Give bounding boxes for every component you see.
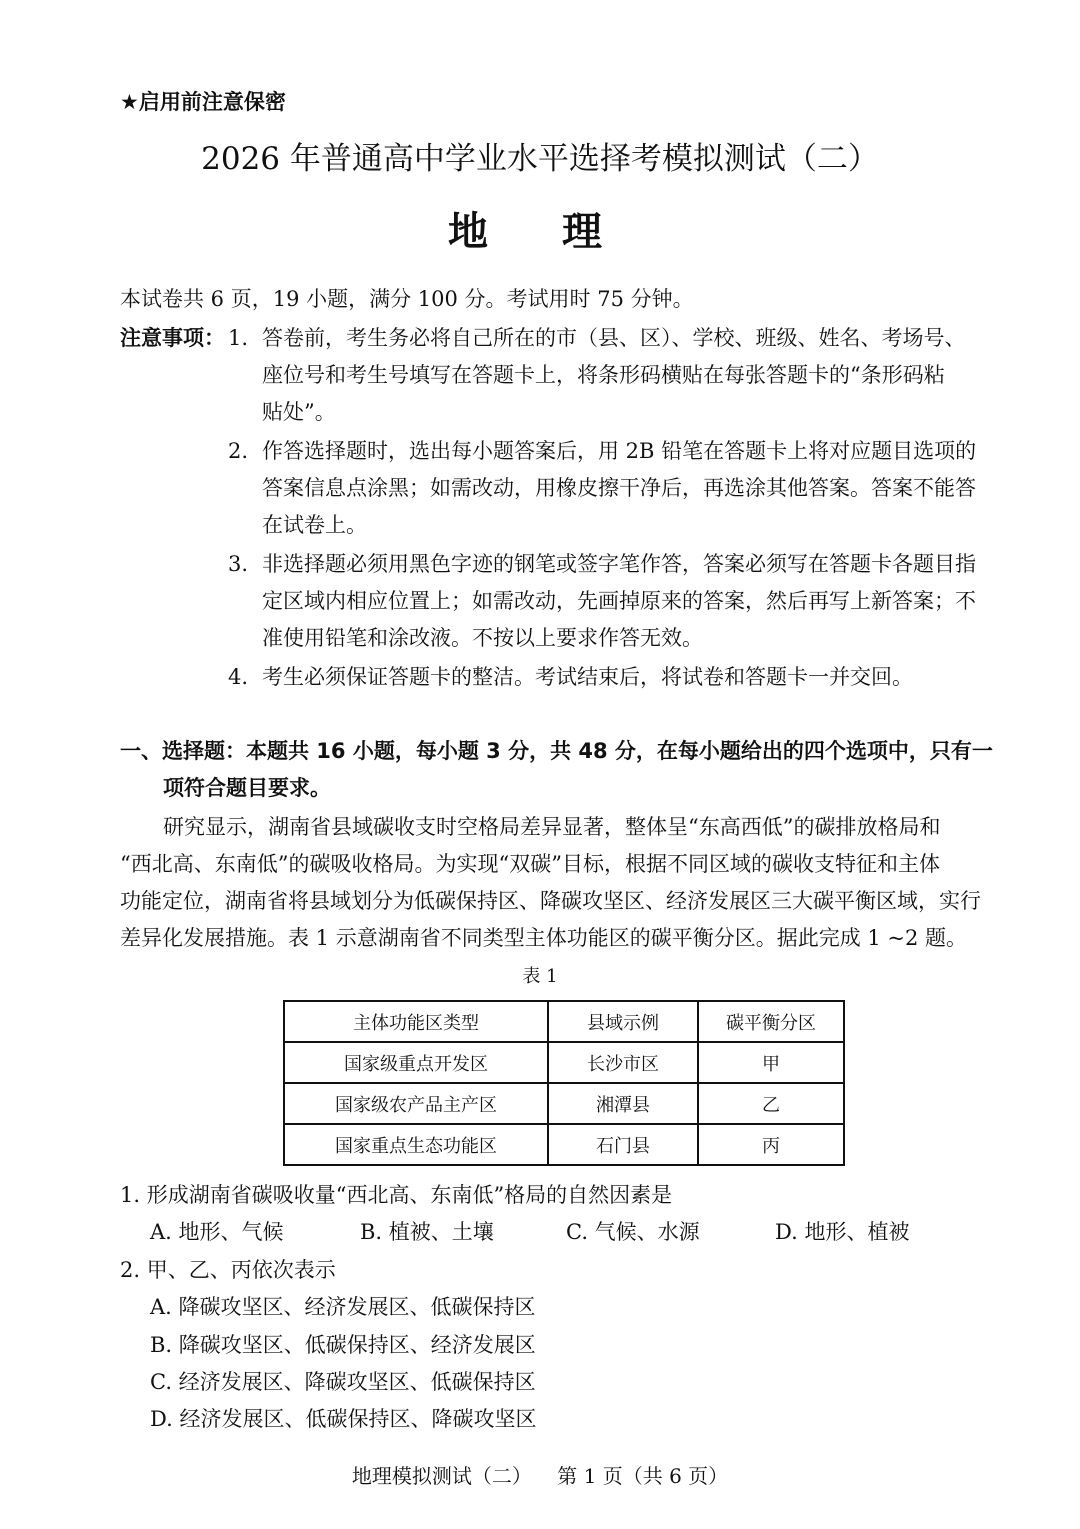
table-cell: 湘潭县 <box>548 1083 698 1124</box>
table-cell: 长沙市区 <box>548 1042 698 1083</box>
table-row <box>284 1042 844 1083</box>
table-cell: 乙 <box>698 1083 844 1124</box>
table-header-cell: 县域示例 <box>548 1001 698 1042</box>
note-line: 作答选择题时，选出每小题答案后，用 2B 铅笔在答题卡上将对应题目选项的 <box>262 439 977 463</box>
exam-intro: 本试卷共 6 页，19 小题，满分 100 分。考试用时 75 分钟。 <box>120 287 694 311</box>
section-heading: 一、选择题：本题共 16 小题，每小题 3 分，共 48 分，在每小题给出的四个选项中，只有一 <box>120 739 993 763</box>
note-line: 在试卷上。 <box>262 513 367 537</box>
note-number: 2. <box>228 439 249 463</box>
note-line: 贴处”。 <box>262 400 336 424</box>
table-header-row <box>284 1001 844 1042</box>
passage-line: 功能定位，湖南省将县域划分为低碳保持区、降碳攻坚区、经济发展区三大碳平衡区域，实行 <box>120 889 981 913</box>
question-2-stem: 2. 甲、乙、丙依次表示 <box>120 1258 336 1282</box>
section-heading-cont: 项符合题目要求。 <box>163 776 331 800</box>
table-row <box>284 1083 844 1124</box>
question-1-stem: 1. 形成湖南省碳吸收量“西北高、东南低”格局的自然因素是 <box>120 1183 673 1207</box>
table-header-cell: 主体功能区类型 <box>284 1001 548 1042</box>
table-cell: 丙 <box>698 1124 844 1165</box>
table-cell: 甲 <box>698 1042 844 1083</box>
note-line: 考生必须保证答题卡的整洁。考试结束后，将试卷和答题卡一并交回。 <box>262 665 913 689</box>
table-cell: 国家级重点开发区 <box>284 1042 548 1083</box>
subject-title: 地 理 <box>448 209 632 255</box>
note-line: 定区域内相应位置上；如需改动，先画掉原来的答案，然后再写上新答案；不 <box>262 589 976 613</box>
note-number: 1. <box>228 326 249 350</box>
passage-line: “西北高、东南低”的碳吸收格局。为实现“双碳”目标，根据不同区域的碳收支特征和主体 <box>120 852 940 876</box>
note-number: 3. <box>228 552 249 576</box>
note-line: 准使用铅笔和涂改液。不按以上要求作答无效。 <box>262 626 703 650</box>
note-line: 答案信息点涂黑；如需改动，用橡皮擦干净后，再选涂其他答案。答案不能答 <box>262 476 976 500</box>
table-cell: 石门县 <box>548 1124 698 1165</box>
question-1-option-c: C. 气候、水源 <box>566 1220 700 1244</box>
table-cell: 国家级农产品主产区 <box>284 1083 548 1124</box>
note-line: 非选择题必须用黑色字迹的钢笔或签字笔作答，答案必须写在答题卡各题目指 <box>262 552 976 576</box>
note-number: 4. <box>228 665 249 689</box>
question-1-option-a: A. 地形、气候 <box>150 1220 284 1244</box>
question-2-option-c: C. 经济发展区、降碳攻坚区、低碳保持区 <box>150 1370 536 1394</box>
page-footer: 地理模拟测试（二） 第 1 页（共 6 页） <box>351 1464 729 1488</box>
passage-line: 研究显示，湖南省县域碳收支时空格局差异显著，整体呈“东高西低”的碳排放格局和 <box>163 815 941 839</box>
carbon-balance-table <box>283 1000 845 1166</box>
table-row <box>284 1124 844 1165</box>
table-header-cell: 碳平衡分区 <box>698 1001 844 1042</box>
note-line: 座位号和考生号填写在答题卡上，将条形码横贴在每张答题卡的“条形码粘 <box>262 363 945 387</box>
passage-line: 差异化发展措施。表 1 示意湖南省不同类型主体功能区的碳平衡分区。据此完成 1 ~2 题。 <box>120 926 968 950</box>
question-2-option-a: A. 降碳攻坚区、经济发展区、低碳保持区 <box>150 1295 536 1319</box>
confidential-notice: ★启用前注意保密 <box>120 90 286 114</box>
note-line: 答卷前，考生务必将自己所在的市（县、区）、学校、班级、姓名、考场号、 <box>262 326 966 350</box>
question-2-option-b: B. 降碳攻坚区、低碳保持区、经济发展区 <box>150 1333 536 1357</box>
table-caption: 表 1 <box>522 966 558 987</box>
notes-label: 注意事项： <box>120 326 225 350</box>
question-1-option-b: B. 植被、土壤 <box>360 1220 494 1244</box>
question-2-option-d: D. 经济发展区、低碳保持区、降碳攻坚区 <box>150 1407 537 1431</box>
question-1-option-d: D. 地形、植被 <box>775 1220 910 1244</box>
exam-title: 2026 年普通高中学业水平选择考模拟测试（二） <box>201 141 879 177</box>
table-cell: 国家重点生态功能区 <box>284 1124 548 1165</box>
